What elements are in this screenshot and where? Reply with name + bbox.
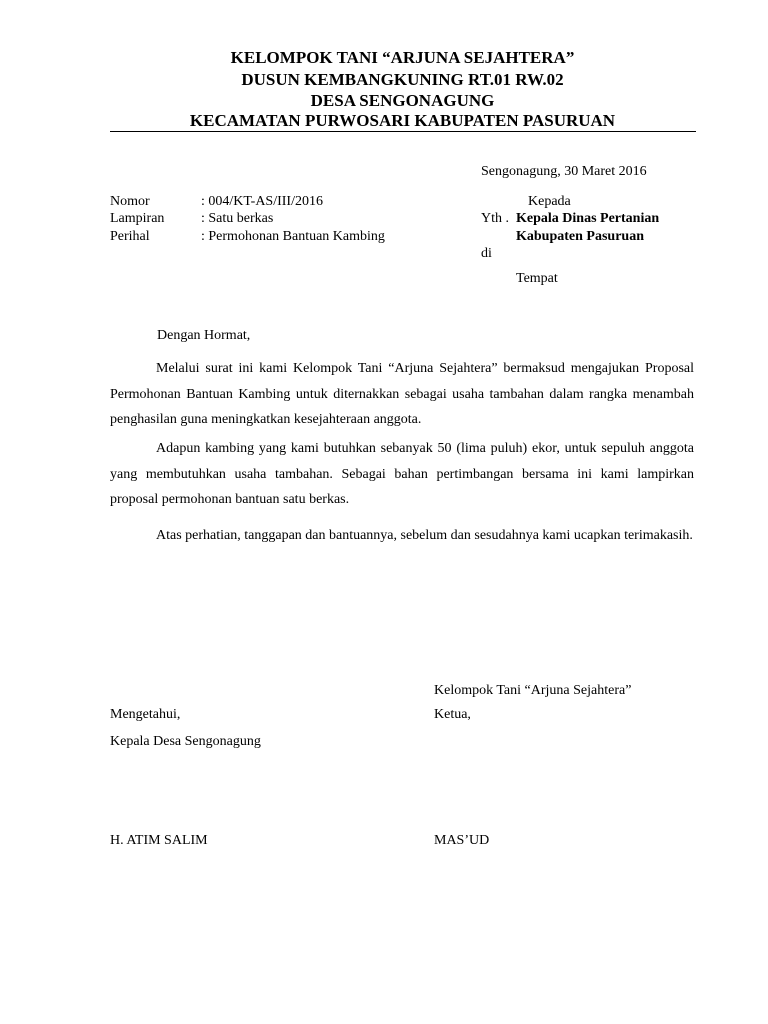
body-paragraph-1: Melalui surat ini kami Kelompok Tani “Arjuna Sejahtera” bermaksud mengajukan Proposal Permohonan Bantuan Kambing untuk diternakkan sebagai usaha tambahan dalam rangka menambah penghasilan guna meningkatkan kesejahteraan anggota. [110, 361, 694, 427]
meta-label-perihal: Perihal [110, 229, 150, 244]
letterhead-line-1: KELOMPOK TANI “ARJUNA SEJAHTERA” [230, 48, 575, 67]
signature-left-line-1: Mengetahui, [110, 707, 181, 722]
recipient-name-line-1: Kepala Dinas Pertanian [516, 211, 660, 226]
recipient-tempat: Tempat [516, 271, 558, 286]
letterhead-line-3: DESA SENGONAGUNG [310, 91, 495, 110]
recipient-yth: Yth . [481, 211, 509, 226]
body-paragraph-3: Atas perhatian, tanggapan dan bantuannya, sebelum dan sesudahnya kami ucapkan terimakasih. [156, 528, 693, 543]
body-paragraph-2: Adapun kambing yang kami butuhkan sebanyak 50 (lima puluh) ekor, untuk sepuluh anggota yang membutuhkan usaha tambahan. Sebagai bahan pertimbangan bersama ini kami lampirkan proposal permohonan bantuan satu berkas. [110, 441, 694, 507]
meta-label-lampiran: Lampiran [110, 211, 165, 226]
greeting: Dengan Hormat, [157, 328, 251, 343]
recipient-kepada: Kepada [528, 194, 571, 209]
signature-right-line-1: Kelompok Tani “Arjuna Sejahtera” [434, 683, 632, 698]
signature-right-line-2: Ketua, [434, 707, 471, 722]
meta-value-nomor: : 004/KT-AS/III/2016 [201, 194, 323, 209]
letterhead-line-4: KECAMATAN PURWOSARI KABUPATEN PASURUAN [189, 111, 616, 130]
letterhead-line-2: DUSUN KEMBANGKUNING RT.01 RW.02 [241, 70, 564, 89]
meta-label-nomor: Nomor [110, 194, 150, 209]
meta-value-lampiran: : Satu berkas [201, 211, 274, 226]
recipient-name-line-2: Kabupaten Pasuruan [516, 229, 644, 244]
signature-left-line-2: Kepala Desa Sengonagung [110, 734, 261, 749]
letterhead-divider [110, 131, 696, 132]
recipient-di: di [481, 246, 492, 261]
letter-date: Sengonagung, 30 Maret 2016 [481, 164, 647, 179]
signature-left-name: H. ATIM SALIM [110, 833, 208, 848]
signature-right-name: MAS’UD [434, 833, 490, 848]
meta-value-perihal: : Permohonan Bantuan Kambing [201, 229, 385, 244]
